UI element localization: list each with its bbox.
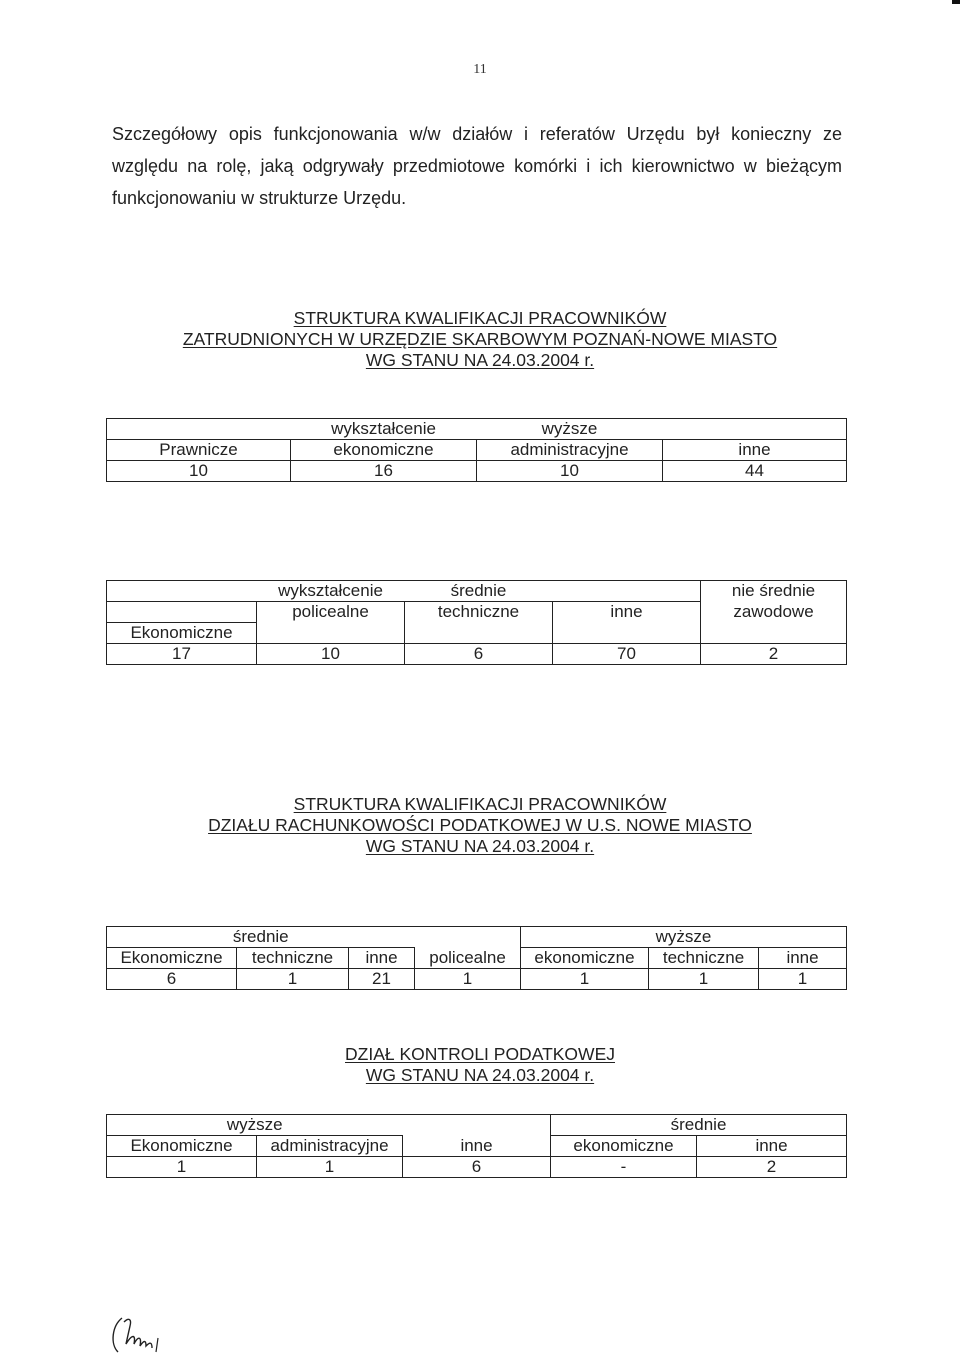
group-label-cell: średnie bbox=[551, 1115, 847, 1136]
table-cell bbox=[553, 581, 701, 602]
table-header-cell: ekonomiczne bbox=[291, 440, 477, 461]
table-cell bbox=[257, 623, 405, 644]
table-header-cell: zawodowe bbox=[701, 602, 847, 623]
table-header-cell: Ekonomiczne bbox=[107, 623, 257, 644]
table-header-cell: inne bbox=[697, 1136, 847, 1157]
table-header-cell: administracyjne bbox=[257, 1136, 403, 1157]
table-value-cell: 1 bbox=[257, 1157, 403, 1178]
table-header-cell: inne bbox=[663, 440, 847, 461]
table-header-cell: Prawnicze bbox=[107, 440, 291, 461]
qualification-table-higher bbox=[106, 418, 847, 482]
heading-line: ZATRUDNIONYCH W URZĘDZIE SKARBOWYM POZNAŃ-NOWE MIASTO bbox=[182, 329, 778, 349]
heading-line: DZIAŁ KONTROLI PODATKOWEJ bbox=[345, 1044, 615, 1064]
table-header-cell: techniczne bbox=[649, 948, 759, 969]
section2-heading bbox=[0, 794, 960, 857]
heading-line: WG STANU NA 24.03.2004 r. bbox=[365, 836, 595, 856]
table-value-cell: 6 bbox=[405, 644, 553, 665]
table-cell bbox=[107, 581, 257, 602]
page-number: 11 bbox=[473, 62, 487, 77]
table-value-cell: 1 bbox=[107, 1157, 257, 1178]
table-cell: średnie bbox=[405, 581, 553, 602]
heading-line: STRUKTURA KWALIFIKACJI PRACOWNIKÓW bbox=[293, 308, 667, 328]
table-value-cell: 1 bbox=[759, 969, 847, 990]
table-header-cell: inne bbox=[553, 602, 701, 623]
scan-corner-mark bbox=[952, 0, 960, 4]
table-cell bbox=[415, 927, 521, 948]
qualification-table-secondary bbox=[106, 580, 847, 665]
accounting-dept-table bbox=[106, 926, 847, 990]
table-header-cell: administracyjne bbox=[477, 440, 663, 461]
table-cell bbox=[663, 419, 847, 440]
table-value-cell: 2 bbox=[701, 644, 847, 665]
table-cell: nie średnie bbox=[701, 581, 847, 602]
table-value-cell: 1 bbox=[521, 969, 649, 990]
table-value-cell: 70 bbox=[553, 644, 701, 665]
table-cell bbox=[701, 623, 847, 644]
table-cell bbox=[107, 602, 257, 623]
group-label-cell: wyższe bbox=[521, 927, 847, 948]
table-value-cell: 16 bbox=[291, 461, 477, 482]
table-cell: wyższe bbox=[477, 419, 663, 440]
table-cell bbox=[553, 623, 701, 644]
table-cell bbox=[107, 419, 291, 440]
group-label-cell: średnie bbox=[107, 927, 415, 948]
table-header-cell: ekonomiczne bbox=[551, 1136, 697, 1157]
table-value-cell: 21 bbox=[349, 969, 415, 990]
table-header-cell: techniczne bbox=[405, 602, 553, 623]
table-value-cell: - bbox=[551, 1157, 697, 1178]
table-cell: wykształcenie bbox=[257, 581, 405, 602]
table-value-cell: 17 bbox=[107, 644, 257, 665]
table-cell bbox=[403, 1115, 551, 1136]
heading-line: DZIAŁU RACHUNKOWOŚCI PODATKOWEJ W U.S. NOWE MIASTO bbox=[208, 815, 752, 835]
table-value-cell: 6 bbox=[403, 1157, 551, 1178]
table-header-cell: ekonomiczne bbox=[521, 948, 649, 969]
table-value-cell: 44 bbox=[663, 461, 847, 482]
table-header-cell: Ekonomiczne bbox=[107, 1136, 257, 1157]
table-cell bbox=[405, 623, 553, 644]
section3-heading bbox=[0, 1044, 960, 1086]
table-value-cell: 6 bbox=[107, 969, 237, 990]
heading-line: WG STANU NA 24.03.2004 r. bbox=[365, 350, 595, 370]
table-header-cell: policealne bbox=[415, 948, 521, 969]
table-header-cell: inne bbox=[759, 948, 847, 969]
heading-line: STRUKTURA KWALIFIKACJI PRACOWNIKÓW bbox=[293, 794, 667, 814]
table-value-cell: 1 bbox=[649, 969, 759, 990]
intro-paragraph: Szczegółowy opis funkcjonowania w/w działów i referatów Urzędu był konieczny ze względu na rolę, jaką odgrywały przedmiotowe komórki i ich kierownictwo w bieżącym funkcjonowaniu w strukturze Urzędu. bbox=[112, 124, 842, 208]
audit-dept-table bbox=[106, 1114, 847, 1178]
section1-heading bbox=[0, 308, 960, 371]
table-value-cell: 2 bbox=[697, 1157, 847, 1178]
table-value-cell: 10 bbox=[257, 644, 405, 665]
table-header-cell: techniczne bbox=[237, 948, 349, 969]
table-value-cell: 1 bbox=[415, 969, 521, 990]
table-header-cell: policealne bbox=[257, 602, 405, 623]
table-header-cell: Ekonomiczne bbox=[107, 948, 237, 969]
table-value-cell: 10 bbox=[107, 461, 291, 482]
table-value-cell: 10 bbox=[477, 461, 663, 482]
handwritten-signature-icon bbox=[108, 1312, 168, 1361]
table-header-cell: inne bbox=[349, 948, 415, 969]
table-header-cell: inne bbox=[403, 1136, 551, 1157]
group-label-cell: wyższe bbox=[107, 1115, 403, 1136]
table-value-cell: 1 bbox=[237, 969, 349, 990]
heading-line: WG STANU NA 24.03.2004 r. bbox=[365, 1065, 595, 1085]
table-cell: wykształcenie bbox=[291, 419, 477, 440]
